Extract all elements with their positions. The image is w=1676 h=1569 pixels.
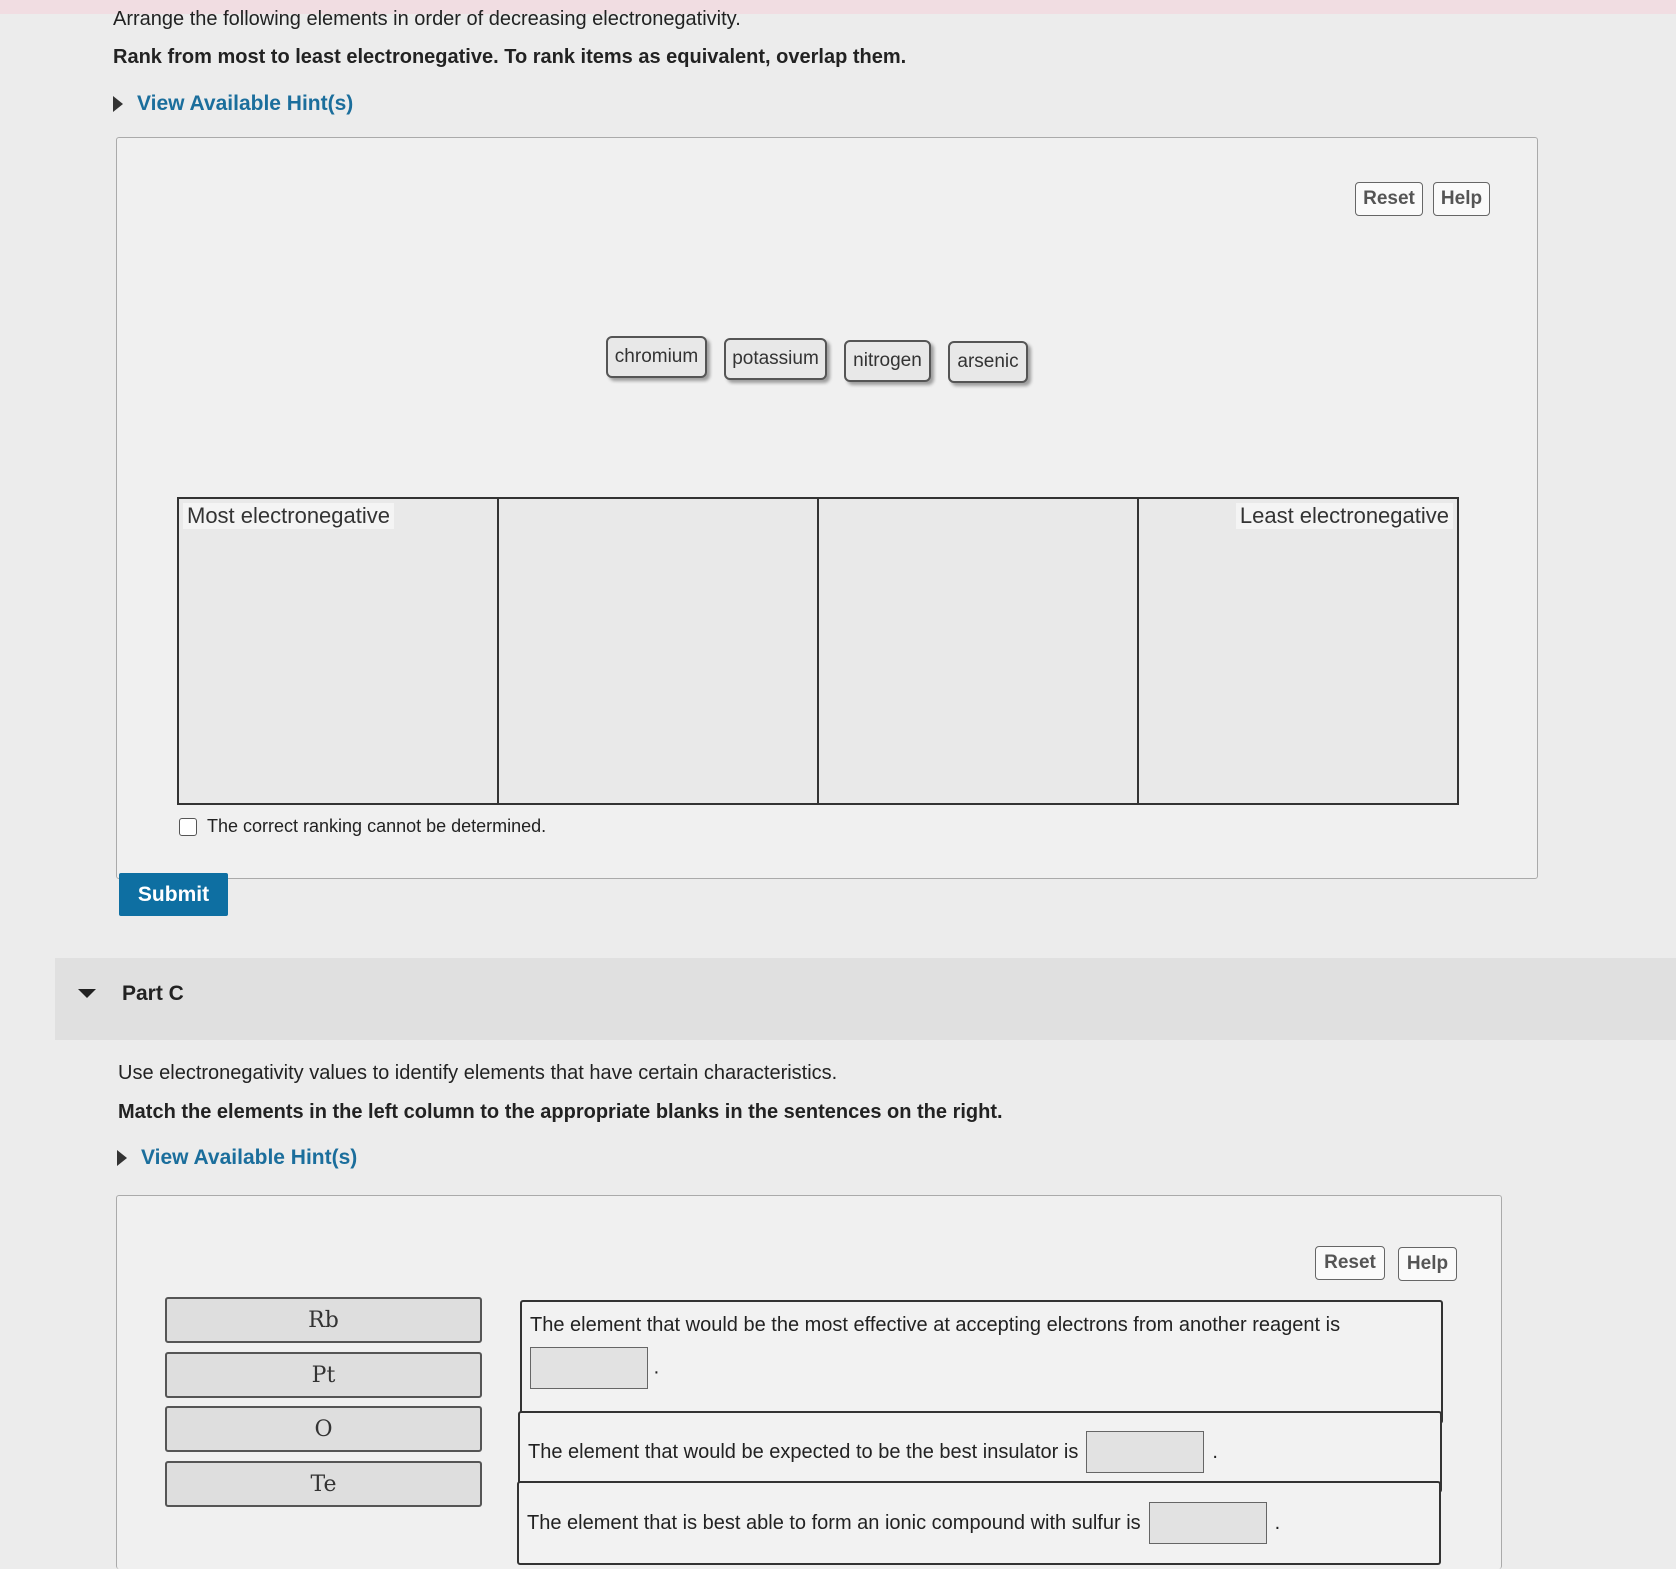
rank-slot-3[interactable] xyxy=(819,499,1139,803)
element-pt[interactable]: Pt xyxy=(165,1352,482,1398)
reset-button[interactable]: Reset xyxy=(1355,182,1423,216)
cannot-determine-row[interactable] xyxy=(179,816,546,837)
sentence-3 xyxy=(517,1481,1441,1565)
collapse-triangle-icon xyxy=(78,989,96,998)
chip-arsenic[interactable]: arsenic xyxy=(948,341,1028,383)
ranking-panel xyxy=(116,137,1538,879)
sentence-2-text: The element that would be expected to be the best insulator is xyxy=(528,1440,1079,1463)
cannot-determine-label: The correct ranking cannot be determined. xyxy=(207,816,547,836)
sentence-3-period: . xyxy=(1274,1511,1281,1534)
part-b-hint-link[interactable] xyxy=(113,92,353,116)
submit-button[interactable]: Submit xyxy=(119,873,228,916)
sentence-1 xyxy=(520,1300,1443,1424)
rank-slot-1[interactable] xyxy=(179,499,499,803)
ranking-drop-area[interactable] xyxy=(177,497,1459,805)
sentence-1-period: . xyxy=(653,1356,660,1379)
part-b-intro: Arrange the following elements in order of decreasing electronegativity. xyxy=(113,8,741,30)
part-c-title: Part C xyxy=(122,982,184,1005)
rank-slot-4[interactable] xyxy=(1139,499,1457,803)
reset-button-part-c[interactable]: Reset xyxy=(1315,1246,1385,1280)
part-c-instruction: Match the elements in the left column to the appropriate blanks in the sentences on the right. xyxy=(118,1101,1003,1123)
sentence-2-period: . xyxy=(1212,1440,1218,1463)
sentence-1-blank[interactable] xyxy=(530,1347,648,1389)
least-electronegative-label: Least electronegative xyxy=(1236,503,1453,529)
cannot-determine-checkbox[interactable] xyxy=(179,818,197,836)
sentence-3-blank[interactable] xyxy=(1149,1502,1267,1544)
element-o[interactable]: O xyxy=(165,1406,482,1452)
hint-link-label: View Available Hint(s) xyxy=(137,92,354,115)
element-rb[interactable]: Rb xyxy=(165,1297,482,1343)
part-b-instruction: Rank from most to least electronegative. To rank items as equivalent, overlap them. xyxy=(113,46,907,68)
sentence-3-text: The element that is best able to form an ionic compound with sulfur is xyxy=(527,1511,1141,1534)
element-te[interactable]: Te xyxy=(165,1461,482,1507)
sentence-2-blank[interactable] xyxy=(1086,1431,1204,1473)
help-button[interactable]: Help xyxy=(1433,182,1490,216)
part-c-intro: Use electronegativity values to identify elements that have certain characteristics. xyxy=(118,1062,838,1084)
hint-link-label: View Available Hint(s) xyxy=(141,1146,358,1169)
chip-chromium[interactable]: chromium xyxy=(606,336,707,378)
chip-nitrogen[interactable]: nitrogen xyxy=(844,340,931,382)
expand-triangle-icon xyxy=(117,1150,127,1166)
rank-slot-2[interactable] xyxy=(499,499,819,803)
part-c-hint-link[interactable] xyxy=(117,1146,357,1170)
most-electronegative-label: Most electronegative xyxy=(183,503,394,529)
chip-potassium[interactable]: potassium xyxy=(724,338,827,380)
expand-triangle-icon xyxy=(113,96,123,112)
sentence-1-text: The element that would be the most effective at accepting electrons from another reagent is xyxy=(530,1314,1341,1336)
part-c-header[interactable] xyxy=(55,958,1676,1040)
help-button-part-c[interactable]: Help xyxy=(1398,1247,1457,1281)
